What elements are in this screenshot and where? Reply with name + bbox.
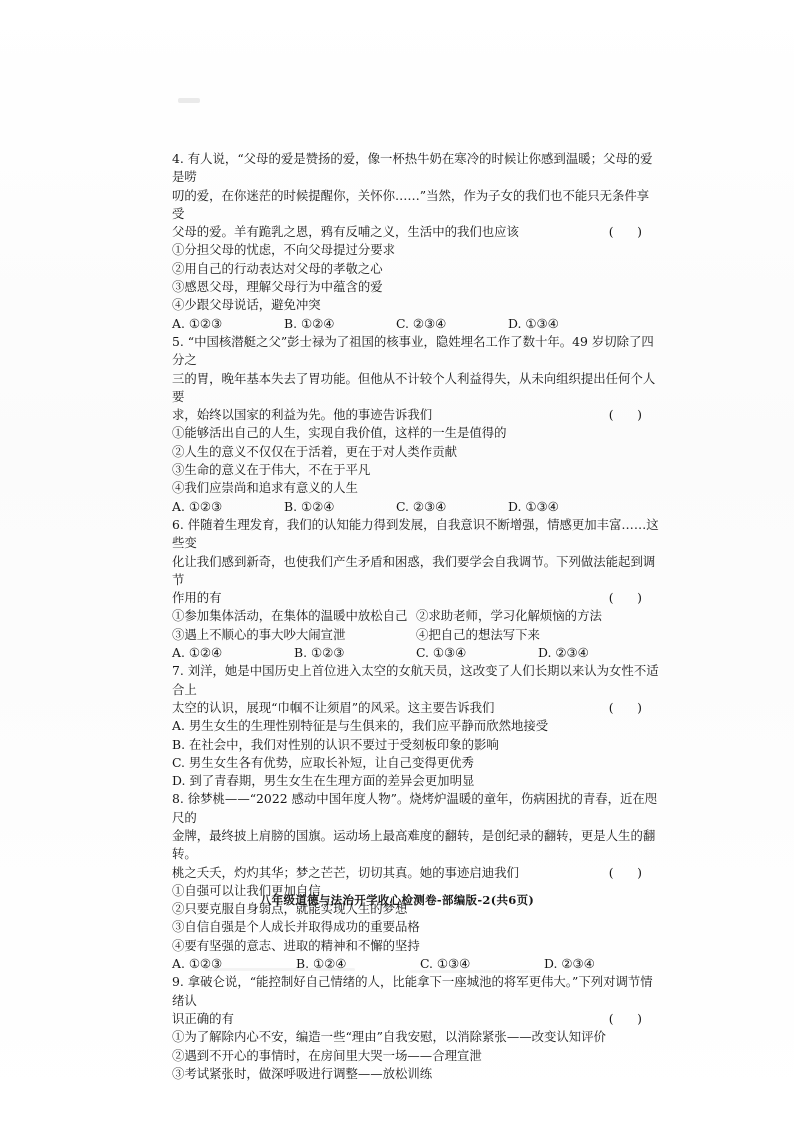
scan-smudge: [178, 98, 200, 103]
statement-item: ②只要克服自身弱点，就能实现人生的梦想: [172, 901, 408, 917]
question-4: [172, 150, 660, 333]
statement-item: ①参加集体活动，在集体的温暖中放松自己: [172, 608, 408, 624]
option-c[interactable]: C. ②③④: [396, 498, 447, 514]
question-stem-line: 4. 有人说，“父母的爱是赞扬的爱，像一杯热牛奶在寒冷的时候让你感到温暖；父母的爱是唠: [172, 151, 653, 185]
statement-item: ④少跟父母说话，避免冲突: [172, 297, 321, 313]
question-8: [172, 790, 660, 973]
question-stem-line: 6. 伴随着生理发育，我们的认知能力得到发展，自我意识不断增强，情感更加丰富……这些变: [172, 516, 659, 551]
statement-item: ③考试紧张时，做深呼吸进行调整——放松训练: [172, 1065, 433, 1081]
option-b[interactable]: B. ①②④: [284, 315, 335, 331]
question-stem-line: 求，始终以国家的利益为先。他的事迹告诉我们 ( ): [172, 406, 660, 424]
option-a[interactable]: A. 男生女生的生理性别特征是与生俱来的，我们应平静而欣然地接受: [172, 718, 549, 734]
question-9: [172, 973, 660, 1083]
answer-options: [172, 644, 660, 662]
statement-item: ④我们应崇尚和追求有意义的人生: [172, 480, 358, 496]
option-b[interactable]: B. ①②④: [284, 498, 335, 514]
option-c[interactable]: C. ②③④: [396, 315, 447, 331]
answer-blank[interactable]: ( ): [608, 864, 642, 880]
statement-item: ②用自己的行动表达对父母的孝敬之心: [172, 260, 383, 276]
statement-item: ①能够活出自己的人生，实现自我价值，这样的一生是值得的: [172, 425, 507, 441]
question-stem-line: 金牌，最终披上肩膀的国旗。运动场上最高难度的翻转，是创纪录的翻转，更是人生的翻转。: [172, 827, 656, 862]
question-stem-line: 化让我们感到新奇，也使我们产生矛盾和困惑，我们要学会自我调节。下列做法能起到调节: [172, 553, 656, 587]
question-stem-line: 识正确的有 ( ): [172, 1010, 660, 1028]
statement-item: ③自信自强是个人成长并取得成功的重要品格: [172, 919, 420, 935]
option-c[interactable]: C. 男生女生各有优势，应取长补短，让自己变得更优秀: [172, 754, 474, 770]
option-b[interactable]: B. ①②③: [294, 645, 345, 661]
option-a[interactable]: A. ①②③: [172, 498, 223, 514]
question-stem-line: 5. “中国核潜艇之父”彭士禄为了祖国的核事业，隐姓埋名工作了数十年。49 岁切除了四分之: [172, 333, 654, 368]
option-d[interactable]: D. ②③④: [538, 645, 589, 661]
option-a[interactable]: A. ①②③: [172, 315, 223, 331]
option-d[interactable]: D. ①③④: [508, 498, 559, 514]
statement-item: ③遇上不顺心的事大吵大闹宣泄: [172, 626, 346, 642]
answer-blank[interactable]: ( ): [608, 1010, 642, 1026]
statement-row: [172, 626, 660, 644]
option-d[interactable]: D. 到了青春期，男生女生在生理方面的差异会更加明显: [172, 773, 475, 789]
option-b[interactable]: B. ①②④: [296, 956, 347, 972]
question-stem-line: 父母的爱。羊有跪乳之恩，鸦有反哺之义，生活中的我们也应该 ( ): [172, 223, 660, 241]
exam-page: [172, 150, 660, 1083]
answer-options: [172, 315, 660, 333]
question-stem-line: 桃之夭夭，灼灼其华；梦之芒芒，切切其真。她的事迹启迪我们 ( ): [172, 864, 660, 882]
statement-item: ①分担父母的忧虑，不向父母提过分要求: [172, 242, 396, 258]
option-c[interactable]: C. ①③④: [420, 956, 471, 972]
question-7: [172, 662, 660, 790]
question-stem-line: 7. 刘洋，她是中国历史上首位进入太空的女航天员，这改变了人们长期以来认为女性不适合上: [172, 663, 659, 697]
question-stem-line: 作用的有 ( ): [172, 589, 660, 607]
statement-item: ②求助老师，学习化解烦恼的方法: [416, 608, 602, 624]
question-stem-line: 太空的认识，展现“巾帼不让须眉”的风采。这主要告诉我们 ( ): [172, 699, 660, 717]
statement-row: [172, 607, 660, 625]
question-5: [172, 333, 660, 516]
option-a[interactable]: A. ①②④: [172, 645, 223, 661]
option-d[interactable]: D. ①③④: [508, 315, 559, 331]
statement-item: ④把自己的想法写下来: [416, 626, 540, 642]
statement-item: ③感恩父母，理解父母行为中蕴含的爱: [172, 279, 383, 295]
answer-blank[interactable]: ( ): [608, 699, 642, 715]
answer-blank[interactable]: ( ): [608, 407, 642, 423]
question-stem-line: 三的胃，晚年基本失去了胃功能。但他从不计较个人利益得失，从未向组织提出任何个人要: [172, 370, 656, 404]
answer-blank[interactable]: ( ): [608, 590, 642, 606]
page-footer: 八年级道德与法治开学收心检测卷-部编版-2(共6页): [259, 893, 535, 907]
answer-options: [172, 498, 660, 516]
question-stem-line: 叨的爱，在你迷茫的时候提醒你，关怀你……”当然，作为子女的我们也不能只无条件享受: [172, 187, 650, 221]
answer-blank[interactable]: ( ): [608, 224, 642, 240]
statement-item: ②人生的意义不仅仅在于活着，更在于对人类作贡献: [172, 443, 457, 459]
option-d[interactable]: D. ②③④: [544, 956, 595, 972]
question-stem-line: 9. 拿破仑说，“能控制好自己情绪的人，比能拿下一座城池的将军更伟大。”下列对调节情绪认: [172, 974, 653, 1008]
statement-item: ①自强可以让我们更加自信: [172, 882, 321, 898]
statement-item: ③生命的意义在于伟大，不在于平凡: [172, 462, 371, 478]
option-a[interactable]: A. ①②③: [172, 956, 223, 972]
question-stem-line: 8. 徐梦桃——“2022 感动中国年度人物”。烧烤炉温暖的童年，伤病困扰的青春，近在咫尺的: [172, 791, 658, 825]
statement-item: ②遇到不开心的事情时，在房间里大哭一场——合理宣泄: [172, 1047, 482, 1063]
option-b[interactable]: B. 在社会中，我们对性别的认识不要过于受刻板印象的影响: [172, 736, 499, 752]
option-c[interactable]: C. ①③④: [416, 645, 467, 661]
statement-item: ④要有坚强的意志、进取的精神和不懈的坚持: [172, 937, 420, 953]
question-6: [172, 516, 660, 662]
answer-options: [172, 955, 660, 973]
statement-item: ①为了解除内心不安，编造一些“理由”自我安慰，以消除紧张——改变认知评价: [172, 1029, 606, 1045]
